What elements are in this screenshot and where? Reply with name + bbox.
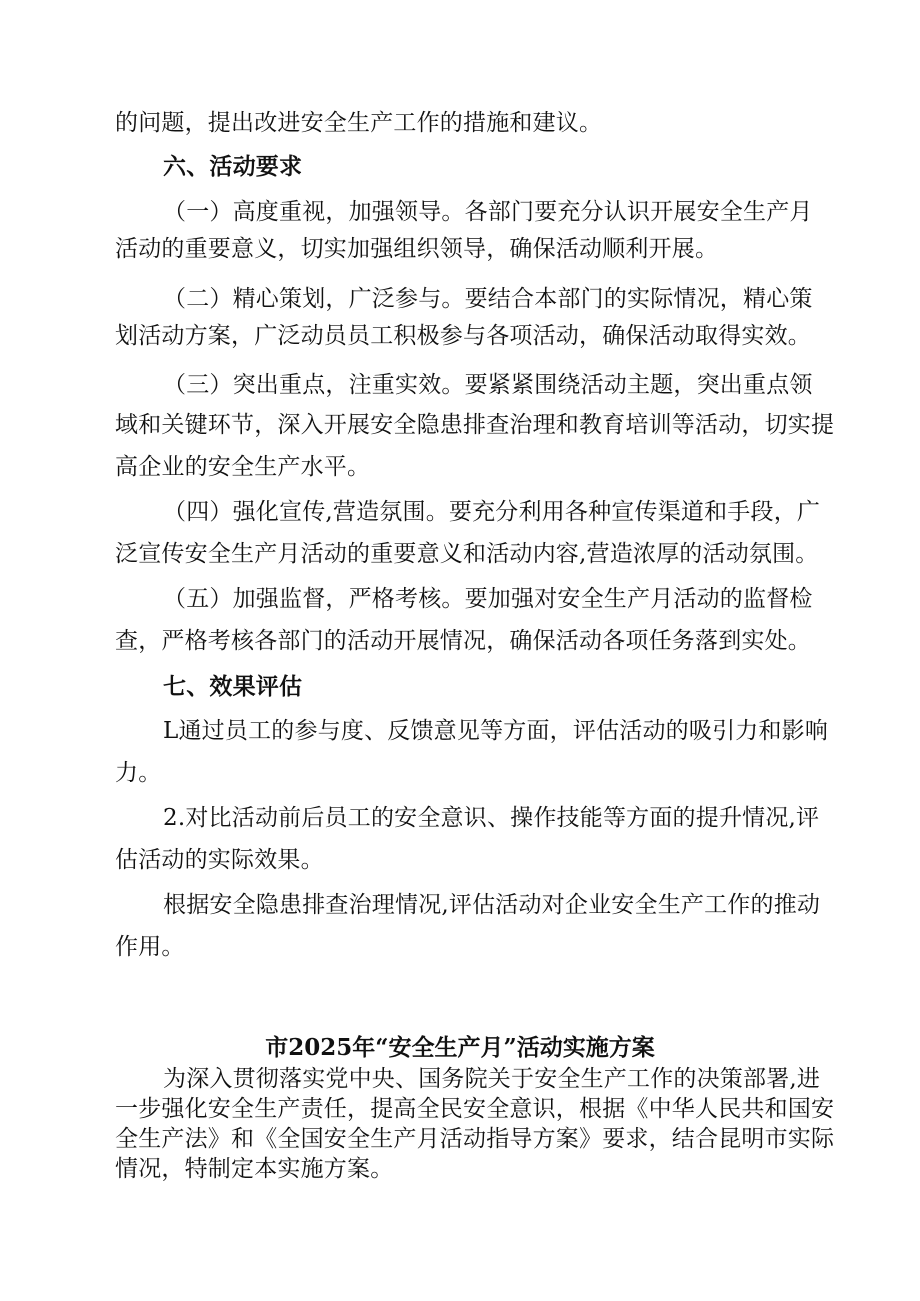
evaluation-2-line-1: 2.对比活动前后员工的安全意识、操作技能等方面的提升情况,评 bbox=[163, 805, 820, 831]
evaluation-3-line-1: 根据安全隐患排查治理情况,评估活动对企业安全生产工作的推动 bbox=[163, 892, 821, 918]
requirement-5-line-1: （五）加强监督，严格考核。要加强对安全生产月活动的监督检 bbox=[163, 586, 813, 612]
section-heading-evaluation: 七、效果评估 bbox=[163, 673, 303, 700]
plan-intro-line-2: 一步强化安全生产责任，提高全民安全意识，根据《中华人民共和国安 bbox=[115, 1096, 835, 1122]
requirement-3-line-1: （三）突出重点，注重实效。要紧紧围绕活动主题，突出重点领 bbox=[163, 372, 813, 398]
evaluation-1-line-1: L通过员工的参与度、反馈意见等方面，评估活动的吸引力和影响 bbox=[163, 718, 829, 744]
requirement-2-line-1: （二）精心策划，广泛参与。要结合本部门的实际情况，精心策 bbox=[163, 286, 813, 312]
section-heading-requirements: 六、活动要求 bbox=[163, 153, 303, 180]
requirement-5-line-2: 查，严格考核各部门的活动开展情况，确保活动各项任务落到实处。 bbox=[115, 628, 811, 654]
requirement-3-line-2: 域和关键环节，深入开展安全隐患排查治理和教育培训等活动，切实提 bbox=[115, 412, 835, 438]
plan-intro-line-1: 为深入贯彻落实党中央、国务院关于安全生产工作的决策部署,进 bbox=[163, 1066, 821, 1092]
paragraph-continuation: 的问题，提出改进安全生产工作的措施和建议。 bbox=[115, 110, 603, 136]
requirement-3-line-3: 高企业的安全生产水平。 bbox=[115, 454, 371, 480]
evaluation-2-line-2: 估活动的实际效果。 bbox=[115, 847, 324, 873]
requirement-1-line-1: （一）高度重视，加强领导。各部门要充分认识开展安全生产月 bbox=[163, 199, 813, 225]
requirement-4-line-1: （四）强化宣传,营造氛围。要充分利用各种宣传渠道和手段，广 bbox=[163, 499, 821, 525]
plan-intro-line-3: 全生产法》和《全国安全生产月活动指导方案》要求，结合昆明市实际 bbox=[115, 1126, 835, 1152]
requirement-4-line-2: 泛宣传安全生产月活动的重要意义和活动内容,营造浓厚的活动氛围。 bbox=[115, 541, 819, 567]
evaluation-3-line-2: 作用。 bbox=[115, 934, 185, 960]
plan-title: 市2025年“安全生产月”活动实施方案 bbox=[265, 1034, 655, 1061]
requirement-2-line-2: 划活动方案，广泛动员员工积极参与各项活动，确保活动取得实效。 bbox=[115, 323, 811, 349]
requirement-1-line-2: 活动的重要意义，切实加强组织领导，确保活动顺利开展。 bbox=[115, 236, 719, 262]
evaluation-1-line-2: 力。 bbox=[115, 760, 162, 786]
plan-intro-line-4: 情况，特制定本实施方案。 bbox=[115, 1156, 394, 1182]
